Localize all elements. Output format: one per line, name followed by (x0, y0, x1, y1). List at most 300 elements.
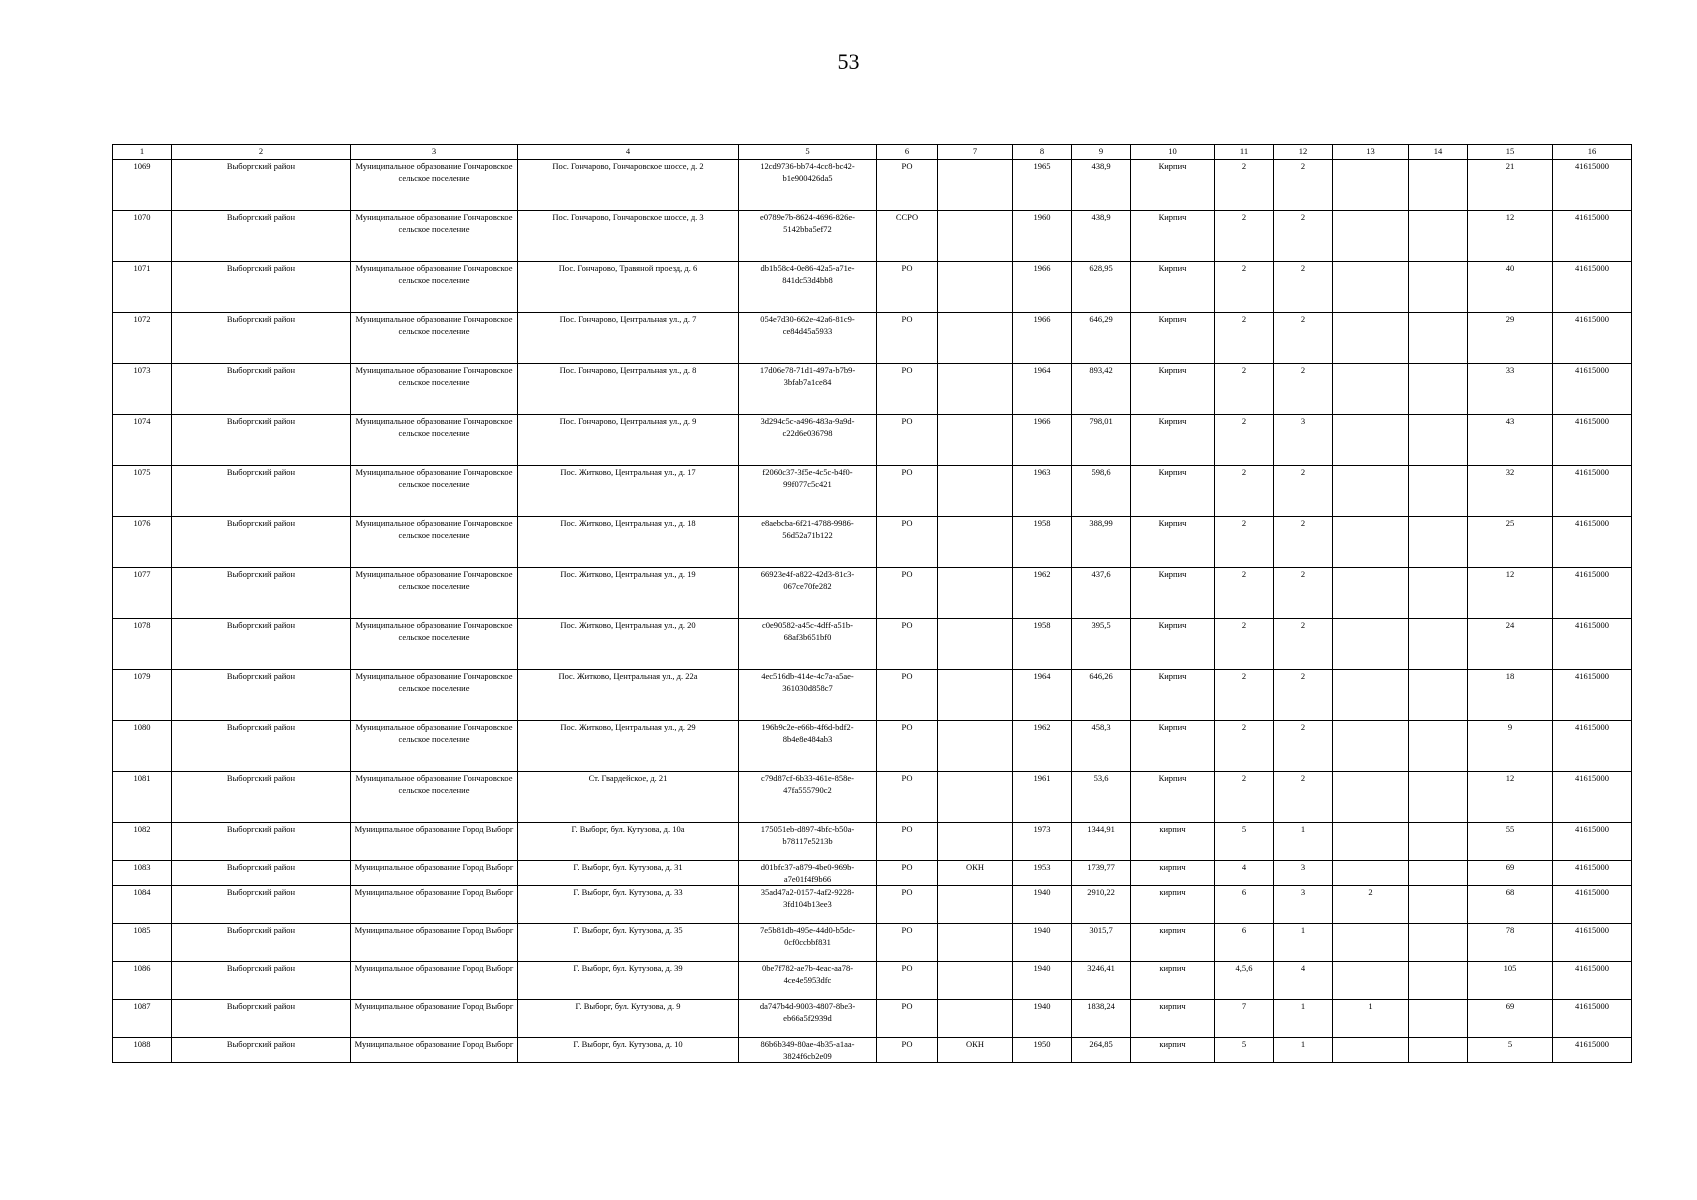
table-cell: e0789e7b-8624-4696-826e-5142bba5ef72 (739, 211, 877, 262)
table-cell: 1940 (1013, 962, 1072, 1000)
table-row (113, 721, 1632, 772)
table-cell: 41615000 (1553, 962, 1632, 1000)
table-cell: Муниципальное образование Гончаровское сельское поселение (351, 568, 518, 619)
table-cell: РО (877, 924, 938, 962)
table-cell: 1953 (1013, 861, 1072, 886)
table-cell: 2 (1274, 721, 1333, 772)
table-cell: 598,6 (1072, 466, 1131, 517)
table-cell: 2 (1274, 364, 1333, 415)
table-cell: 35ad47a2-0157-4af2-9228-3fd104b13ee3 (739, 886, 877, 924)
table-cell: Г. Выборг, бул. Кутузова, д. 10а (518, 823, 739, 861)
table-cell: 6 (1215, 886, 1274, 924)
table-cell: Г. Выборг, бул. Кутузова, д. 10 (518, 1038, 739, 1063)
table-cell: Пос. Гончарово, Центральная ул., д. 9 (518, 415, 739, 466)
table-cell: Выборгский район (172, 861, 351, 886)
table-cell: 1973 (1013, 823, 1072, 861)
table-cell: 86b6b349-80ae-4b35-a1aa-3824f6cb2e09 (739, 1038, 877, 1063)
table-cell: 12cd9736-bb74-4cc8-bc42-b1e900426da5 (739, 160, 877, 211)
table-cell: Выборгский район (172, 721, 351, 772)
table-cell: 1962 (1013, 721, 1072, 772)
table-cell: 1940 (1013, 886, 1072, 924)
table-cell: 41615000 (1553, 517, 1632, 568)
table-cell: 438,9 (1072, 160, 1131, 211)
table-cell: Выборгский район (172, 670, 351, 721)
table-cell: 2 (1215, 160, 1274, 211)
table-cell: 893,42 (1072, 364, 1131, 415)
table-cell: 1078 (113, 619, 172, 670)
table-cell: Кирпич (1131, 568, 1215, 619)
table-cell: РО (877, 1000, 938, 1038)
table-cell: Ст. Гвардейское, д. 21 (518, 772, 739, 823)
table-cell: Муниципальное образование Гончаровское сельское поселение (351, 313, 518, 364)
table-cell: 41615000 (1553, 568, 1632, 619)
table-cell: 53,6 (1072, 772, 1131, 823)
table-cell: 1940 (1013, 924, 1072, 962)
table-cell: 1083 (113, 861, 172, 886)
table-cell: Кирпич (1131, 772, 1215, 823)
table-cell: кирпич (1131, 962, 1215, 1000)
table-cell: Выборгский район (172, 886, 351, 924)
table-cell: da747b4d-9003-4807-8be3-eb66a5f2939d (739, 1000, 877, 1038)
table-cell: 41615000 (1553, 1038, 1632, 1063)
table-cell: c0e90582-a45c-4dff-a51b-68af3b651bf0 (739, 619, 877, 670)
table-cell: Муниципальное образование Город Выборг (351, 823, 518, 861)
table-cell: 1081 (113, 772, 172, 823)
table-cell: 646,26 (1072, 670, 1131, 721)
table-cell: 40 (1468, 262, 1553, 313)
table-cell: 2 (1274, 517, 1333, 568)
table-cell (1409, 772, 1468, 823)
table-cell: 5 (1468, 1038, 1553, 1063)
table-cell (1409, 568, 1468, 619)
table-cell: 2910,22 (1072, 886, 1131, 924)
table-cell: 1950 (1013, 1038, 1072, 1063)
table-cell: 1070 (113, 211, 172, 262)
table-cell: 41615000 (1553, 721, 1632, 772)
table-cell: Муниципальное образование Гончаровское сельское поселение (351, 466, 518, 517)
table-cell: Муниципальное образование Гончаровское сельское поселение (351, 721, 518, 772)
table-cell: Кирпич (1131, 670, 1215, 721)
table-cell: 12 (1468, 211, 1553, 262)
table-cell: e8aebcba-6f21-4788-9986-56d52a71b122 (739, 517, 877, 568)
table-cell: 1739,77 (1072, 861, 1131, 886)
table-cell: Кирпич (1131, 211, 1215, 262)
table-cell: 2 (1215, 619, 1274, 670)
table-cell: РО (877, 619, 938, 670)
table-cell: 1073 (113, 364, 172, 415)
table-cell (1333, 364, 1409, 415)
column-header: 8 (1013, 145, 1072, 160)
table-cell: кирпич (1131, 1038, 1215, 1063)
table-cell: Муниципальное образование Город Выборг (351, 1000, 518, 1038)
table-body (113, 160, 1632, 1063)
table-cell: 41615000 (1553, 364, 1632, 415)
table-cell: кирпич (1131, 924, 1215, 962)
table-cell: РО (877, 670, 938, 721)
table-cell (1409, 313, 1468, 364)
table-cell: ОКН (938, 861, 1013, 886)
table-cell: 1076 (113, 517, 172, 568)
table-cell: 41615000 (1553, 160, 1632, 211)
table-cell: 41615000 (1553, 861, 1632, 886)
table-cell (938, 721, 1013, 772)
table-row (113, 670, 1632, 721)
table-cell: Кирпич (1131, 364, 1215, 415)
table-cell (938, 568, 1013, 619)
table-cell: 7 (1215, 1000, 1274, 1038)
table-cell (1409, 211, 1468, 262)
table-cell: 1966 (1013, 262, 1072, 313)
table-cell: ССРО (877, 211, 938, 262)
table-cell: РО (877, 262, 938, 313)
table-cell: 1 (1274, 924, 1333, 962)
table-row (113, 772, 1632, 823)
table-cell: 2 (1274, 211, 1333, 262)
table-cell (1333, 262, 1409, 313)
table-cell: Выборгский район (172, 262, 351, 313)
table-cell: 1085 (113, 924, 172, 962)
table-cell: 1087 (113, 1000, 172, 1038)
table-cell: РО (877, 466, 938, 517)
table-cell: 41615000 (1553, 619, 1632, 670)
table-cell: 1075 (113, 466, 172, 517)
table-cell: 2 (1215, 313, 1274, 364)
column-header: 2 (172, 145, 351, 160)
table-cell: 2 (1215, 364, 1274, 415)
table-cell: 105 (1468, 962, 1553, 1000)
housing-register-table (112, 144, 1632, 1063)
table-cell: 2 (1215, 517, 1274, 568)
page-number: 53 (837, 49, 860, 74)
column-number-row (113, 145, 1632, 160)
table-row (113, 415, 1632, 466)
table-cell: Г. Выборг, бул. Кутузова, д. 33 (518, 886, 739, 924)
table-row (113, 962, 1632, 1000)
table-cell: 41615000 (1553, 262, 1632, 313)
table-cell: 21 (1468, 160, 1553, 211)
table-cell (1333, 1038, 1409, 1063)
table-cell: 1088 (113, 1038, 172, 1063)
table-cell: Кирпич (1131, 619, 1215, 670)
table-cell: Выборгский район (172, 619, 351, 670)
table-cell: Муниципальное образование Гончаровское сельское поселение (351, 517, 518, 568)
table-cell: 1940 (1013, 1000, 1072, 1038)
table-cell: РО (877, 823, 938, 861)
table-cell: РО (877, 160, 938, 211)
table-cell: 18 (1468, 670, 1553, 721)
table-cell: Выборгский район (172, 517, 351, 568)
table-cell (1333, 861, 1409, 886)
table-cell: кирпич (1131, 823, 1215, 861)
table-cell: 1074 (113, 415, 172, 466)
table-cell: 1960 (1013, 211, 1072, 262)
table-cell (938, 160, 1013, 211)
table-cell: 24 (1468, 619, 1553, 670)
table-cell (1409, 466, 1468, 517)
table-row (113, 568, 1632, 619)
table-cell (938, 517, 1013, 568)
table-cell: 4,5,6 (1215, 962, 1274, 1000)
table-cell: 5 (1215, 1038, 1274, 1063)
table-cell: Муниципальное образование Гончаровское сельское поселение (351, 772, 518, 823)
table-cell: 78 (1468, 924, 1553, 962)
table-cell: Выборгский район (172, 415, 351, 466)
table-cell: 1077 (113, 568, 172, 619)
table-cell: кирпич (1131, 1000, 1215, 1038)
table-cell (938, 262, 1013, 313)
table-cell: 3015,7 (1072, 924, 1131, 962)
table-cell: 3246,41 (1072, 962, 1131, 1000)
table-cell: Пос. Житково, Центральная ул., д. 22а (518, 670, 739, 721)
table-cell: Кирпич (1131, 160, 1215, 211)
table-cell: 66923e4f-a822-42d3-81c3-067ce70fe282 (739, 568, 877, 619)
table-cell (1409, 721, 1468, 772)
table-cell: 1082 (113, 823, 172, 861)
table-cell: 7e5b81db-495e-44d0-b5dc-0cf0ccbbf831 (739, 924, 877, 962)
table-cell: Кирпич (1131, 415, 1215, 466)
table-cell: 17d06e78-71d1-497a-b7b9-3bfab7a1ce84 (739, 364, 877, 415)
table-cell: 3 (1274, 886, 1333, 924)
table-cell: Пос. Гончарово, Травяной проезд, д. 6 (518, 262, 739, 313)
table-cell: 32 (1468, 466, 1553, 517)
table-cell: 25 (1468, 517, 1553, 568)
table-cell: РО (877, 568, 938, 619)
table-cell: 41615000 (1553, 670, 1632, 721)
table-cell: Выборгский район (172, 160, 351, 211)
table-cell: 6 (1215, 924, 1274, 962)
table-cell: 1 (1274, 823, 1333, 861)
table-cell: 646,29 (1072, 313, 1131, 364)
table-cell (938, 313, 1013, 364)
table-cell: 2 (1215, 415, 1274, 466)
table-cell (938, 619, 1013, 670)
table-cell: 41615000 (1553, 313, 1632, 364)
column-header: 16 (1553, 145, 1632, 160)
table-cell: 395,5 (1072, 619, 1131, 670)
table-cell: 41615000 (1553, 823, 1632, 861)
table-cell: 2 (1215, 262, 1274, 313)
table-cell (1333, 313, 1409, 364)
table-cell (938, 823, 1013, 861)
column-header: 4 (518, 145, 739, 160)
table-cell: кирпич (1131, 861, 1215, 886)
table-cell: 2 (1274, 262, 1333, 313)
table-cell: Пос. Житково, Центральная ул., д. 29 (518, 721, 739, 772)
table-cell: 2 (1274, 670, 1333, 721)
table-cell: 798,01 (1072, 415, 1131, 466)
table-cell: 1838,24 (1072, 1000, 1131, 1038)
table-row (113, 211, 1632, 262)
table-cell (1409, 962, 1468, 1000)
table-cell (938, 772, 1013, 823)
table-cell: РО (877, 721, 938, 772)
table-cell: кирпич (1131, 886, 1215, 924)
table-cell: Муниципальное образование Гончаровское сельское поселение (351, 670, 518, 721)
table-cell (938, 211, 1013, 262)
column-header: 7 (938, 145, 1013, 160)
table-cell: 3 (1274, 861, 1333, 886)
table-row (113, 924, 1632, 962)
table-cell: 2 (1274, 619, 1333, 670)
table-cell (1409, 517, 1468, 568)
table-cell: Кирпич (1131, 313, 1215, 364)
table-cell (1333, 772, 1409, 823)
table-cell: 175051eb-d897-4bfc-b50a-b78117e5213b (739, 823, 877, 861)
column-header: 5 (739, 145, 877, 160)
table-cell: РО (877, 364, 938, 415)
table-cell: 2 (1215, 466, 1274, 517)
table-row (113, 619, 1632, 670)
table-cell (1409, 1038, 1468, 1063)
table-cell: 1965 (1013, 160, 1072, 211)
table-cell: 3 (1274, 415, 1333, 466)
table-cell: 2 (1274, 313, 1333, 364)
table-cell: 1086 (113, 962, 172, 1000)
table-cell: 1071 (113, 262, 172, 313)
column-header: 10 (1131, 145, 1215, 160)
column-header: 1 (113, 145, 172, 160)
table-cell: Муниципальное образование Город Выборг (351, 962, 518, 1000)
table-cell: 1069 (113, 160, 172, 211)
table-cell: Муниципальное образование Город Выборг (351, 1038, 518, 1063)
table-cell: 4 (1274, 962, 1333, 1000)
table-cell: 4 (1215, 861, 1274, 886)
column-header: 15 (1468, 145, 1553, 160)
table-cell (1333, 823, 1409, 861)
table-cell: РО (877, 517, 938, 568)
table-cell (1333, 721, 1409, 772)
table-cell: 12 (1468, 772, 1553, 823)
table-cell: 1963 (1013, 466, 1072, 517)
table-cell: 69 (1468, 1000, 1553, 1038)
table-row (113, 1000, 1632, 1038)
table-cell: Муниципальное образование Гончаровское сельское поселение (351, 415, 518, 466)
table-cell: 41615000 (1553, 924, 1632, 962)
table-cell: Муниципальное образование Гончаровское сельское поселение (351, 262, 518, 313)
table-cell: 388,99 (1072, 517, 1131, 568)
table-cell (1409, 670, 1468, 721)
table-cell: Муниципальное образование Город Выборг (351, 861, 518, 886)
table-cell: 1964 (1013, 670, 1072, 721)
table-cell: Пос. Гончарово, Гончаровское шоссе, д. 2 (518, 160, 739, 211)
table-cell: Выборгский район (172, 568, 351, 619)
table-cell: Выборгский район (172, 772, 351, 823)
table-cell: Выборгский район (172, 962, 351, 1000)
table-cell: 458,3 (1072, 721, 1131, 772)
table-cell (1333, 160, 1409, 211)
table-cell: Муниципальное образование Гончаровское сельское поселение (351, 619, 518, 670)
table-cell: РО (877, 861, 938, 886)
table-cell: 5 (1215, 823, 1274, 861)
table-row (113, 823, 1632, 861)
table-cell: 69 (1468, 861, 1553, 886)
table-cell: 1344,91 (1072, 823, 1131, 861)
table-cell: 437,6 (1072, 568, 1131, 619)
table-cell: db1b58c4-0e86-42a5-a71e-841dc53d4bb8 (739, 262, 877, 313)
table-cell: 1079 (113, 670, 172, 721)
table-row (113, 861, 1632, 886)
table-cell: 2 (1215, 670, 1274, 721)
table-cell: Г. Выборг, бул. Кутузова, д. 31 (518, 861, 739, 886)
table-cell (1409, 861, 1468, 886)
table-cell: 43 (1468, 415, 1553, 466)
table-row (113, 364, 1632, 415)
table-cell (1333, 924, 1409, 962)
table-row (113, 886, 1632, 924)
table-cell: 0be7f782-ae7b-4eac-aa78-4ce4e5953dfc (739, 962, 877, 1000)
table-cell: Пос. Гончарово, Центральная ул., д. 8 (518, 364, 739, 415)
column-header: 12 (1274, 145, 1333, 160)
table-cell: 3d294c5c-a496-483a-9a9d-c22d6e036798 (739, 415, 877, 466)
column-header: 6 (877, 145, 938, 160)
table-cell: 264,85 (1072, 1038, 1131, 1063)
table-cell: Г. Выборг, бул. Кутузова, д. 9 (518, 1000, 739, 1038)
table-cell: 68 (1468, 886, 1553, 924)
table-cell: 41615000 (1553, 415, 1632, 466)
table-cell: Г. Выборг, бул. Кутузова, д. 35 (518, 924, 739, 962)
table-cell: 196b9c2e-e66b-4f6d-bdf2-8b4e8e484ab3 (739, 721, 877, 772)
table-cell (938, 1000, 1013, 1038)
table-cell: РО (877, 415, 938, 466)
table-cell: РО (877, 772, 938, 823)
table-cell: 1084 (113, 886, 172, 924)
table-cell (1333, 962, 1409, 1000)
table-cell: f2060c37-3f5e-4c5c-b4f0-99f077c5c421 (739, 466, 877, 517)
table-cell: РО (877, 886, 938, 924)
table-cell: 2 (1215, 211, 1274, 262)
table-cell: Выборгский район (172, 466, 351, 517)
table-cell: Выборгский район (172, 823, 351, 861)
table-cell (1409, 160, 1468, 211)
table-cell: РО (877, 313, 938, 364)
table-cell: РО (877, 1038, 938, 1063)
table-cell (1409, 823, 1468, 861)
table-cell: 1964 (1013, 364, 1072, 415)
table-cell: 2 (1274, 160, 1333, 211)
table-cell: Кирпич (1131, 721, 1215, 772)
table-cell: Пос. Житково, Центральная ул., д. 17 (518, 466, 739, 517)
table-cell (1409, 619, 1468, 670)
table-cell (938, 466, 1013, 517)
table-cell: 2 (1215, 568, 1274, 619)
table-cell: 41615000 (1553, 1000, 1632, 1038)
table-cell: 1961 (1013, 772, 1072, 823)
table-cell: 2 (1274, 568, 1333, 619)
table-cell (1333, 517, 1409, 568)
table-cell (1333, 211, 1409, 262)
table-cell: 1 (1333, 1000, 1409, 1038)
table-cell: РО (877, 962, 938, 1000)
table-cell: 12 (1468, 568, 1553, 619)
table-cell: Пос. Житково, Центральная ул., д. 19 (518, 568, 739, 619)
table-cell (1333, 670, 1409, 721)
table-cell (1409, 924, 1468, 962)
table-cell (1409, 1000, 1468, 1038)
table-cell: 41615000 (1553, 886, 1632, 924)
table-row (113, 466, 1632, 517)
table-cell (1409, 415, 1468, 466)
table-cell: Г. Выборг, бул. Кутузова, д. 39 (518, 962, 739, 1000)
table-cell (1409, 364, 1468, 415)
table-cell: Выборгский район (172, 1000, 351, 1038)
table-cell: Пос. Гончарово, Гончаровское шоссе, д. 3 (518, 211, 739, 262)
table-row (113, 160, 1632, 211)
table-cell (938, 886, 1013, 924)
table-cell: 9 (1468, 721, 1553, 772)
table-cell: 1958 (1013, 619, 1072, 670)
table-cell (1333, 619, 1409, 670)
table-cell: 2 (1215, 772, 1274, 823)
